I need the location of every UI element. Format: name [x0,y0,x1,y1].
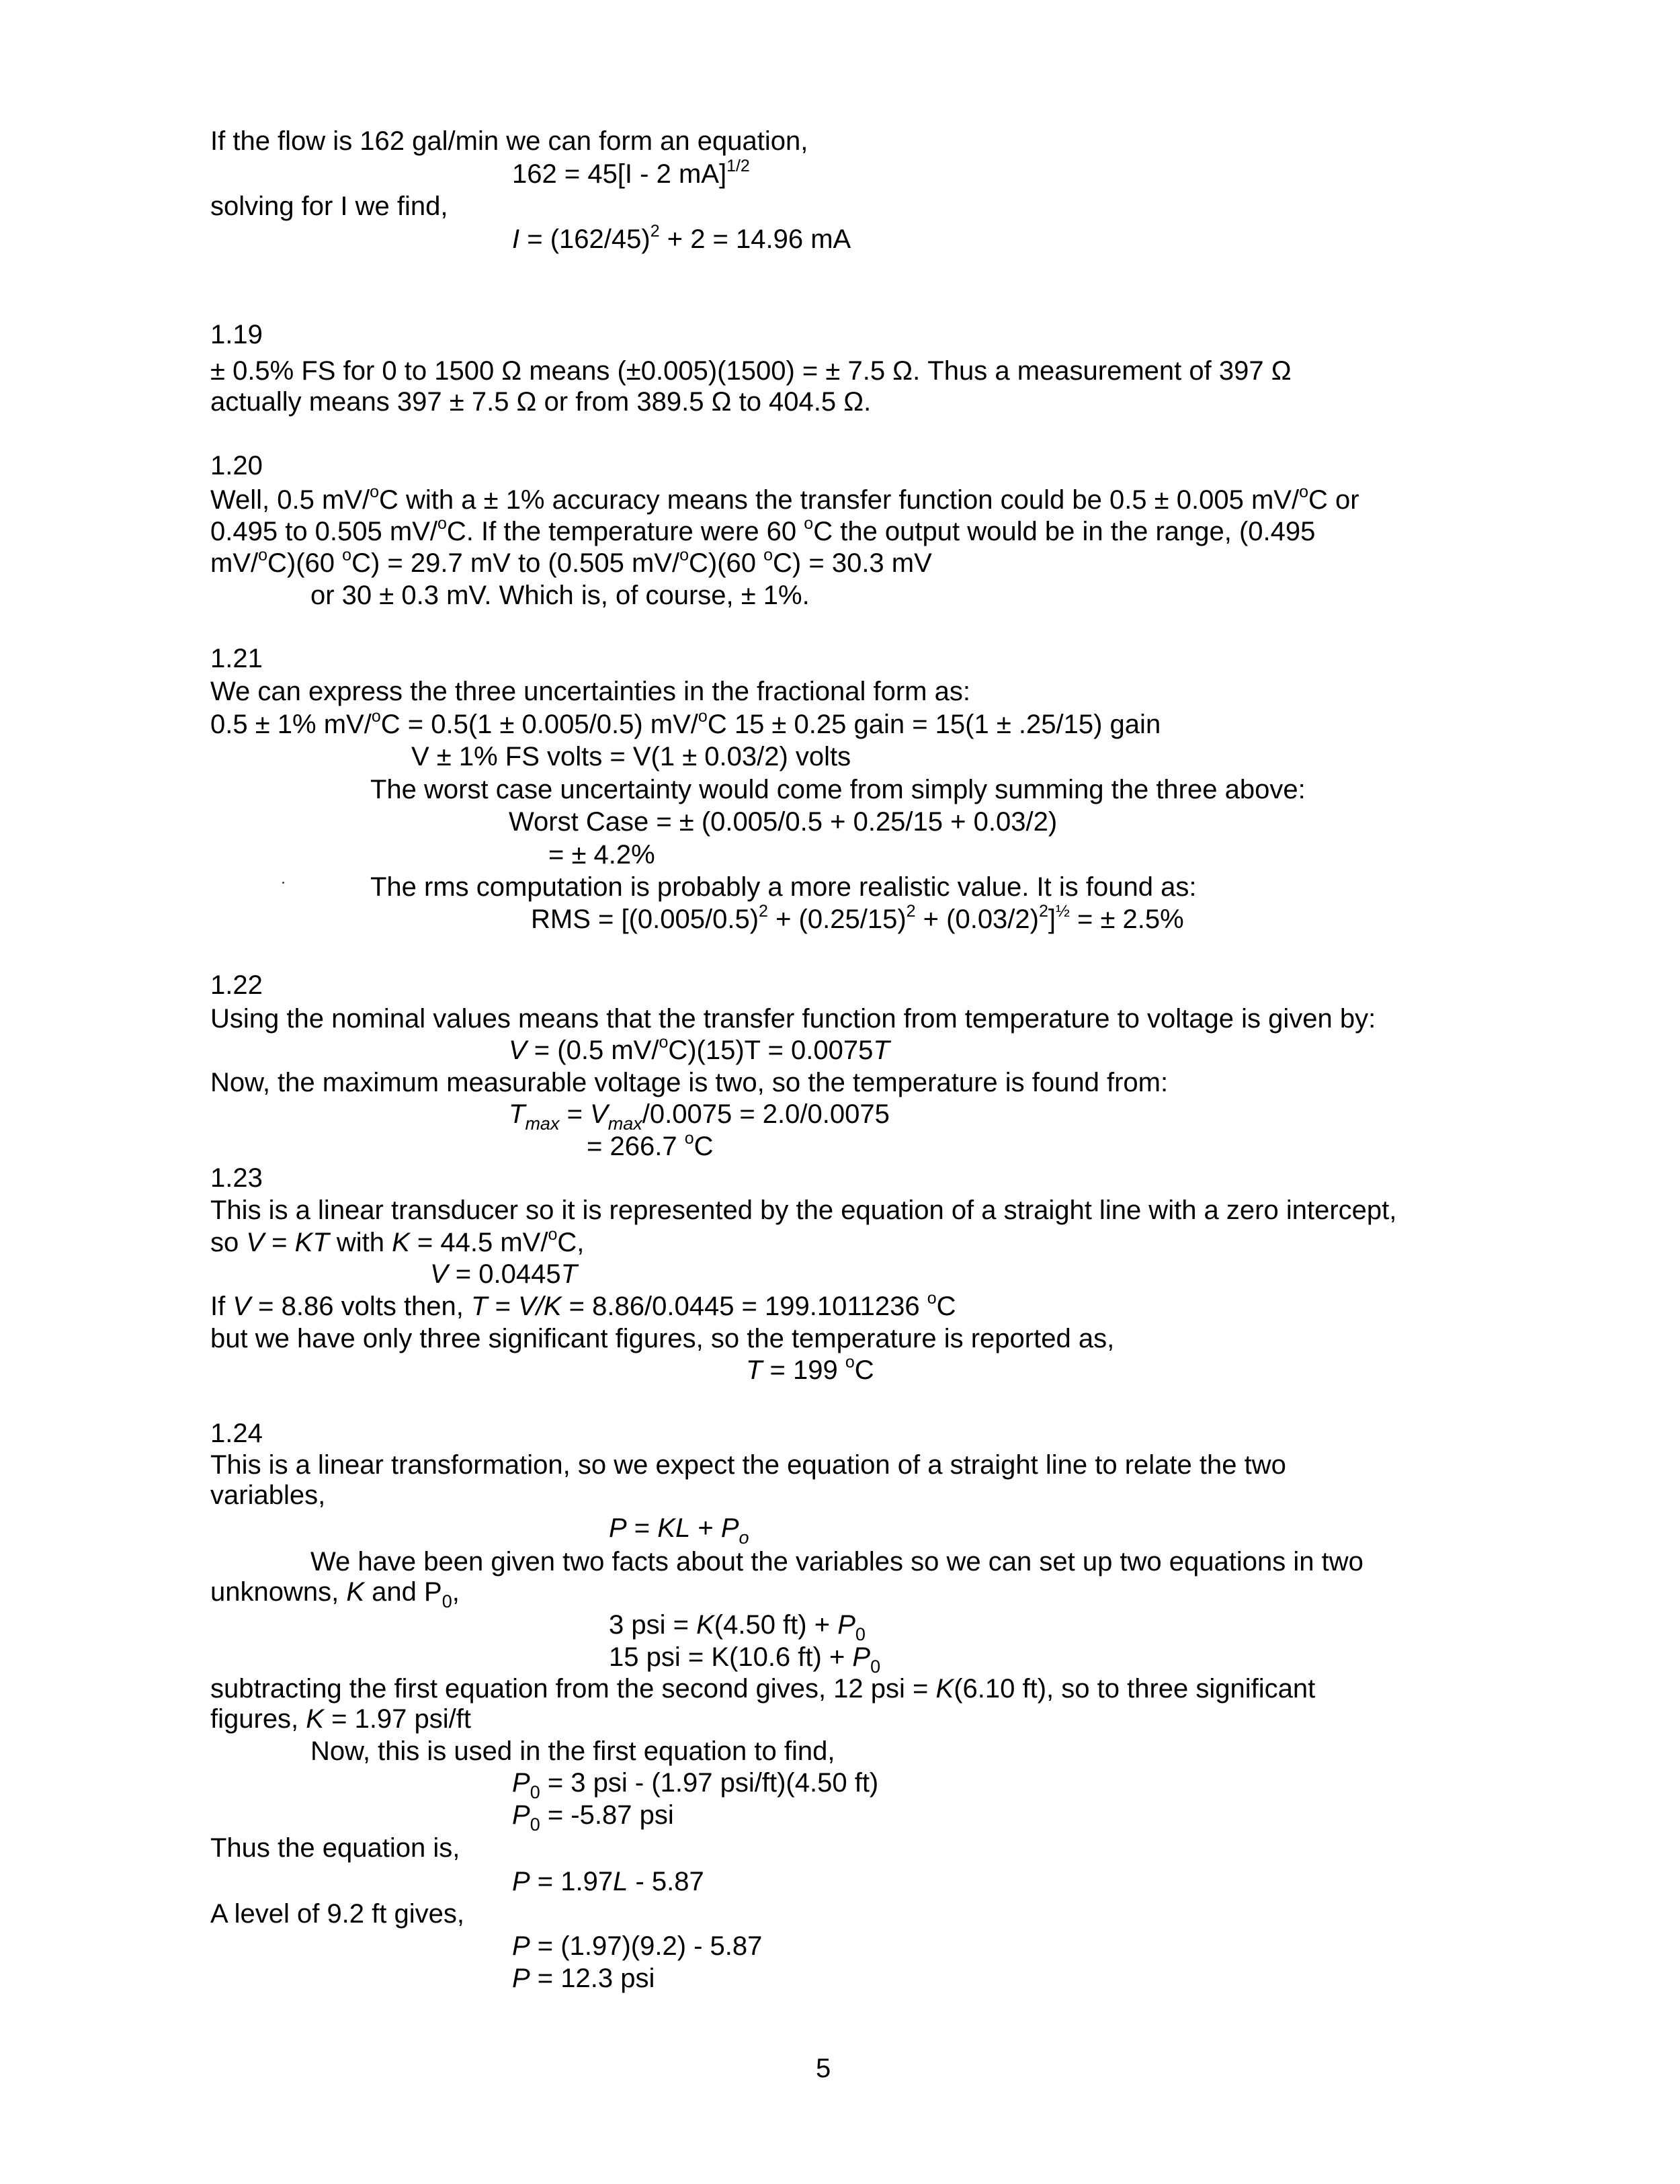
problem-1-24-line: variables, [210,1480,326,1510]
equation-rms: RMS = $[(0.005/0.5)^2 + (0.25/15)^2 + (0.03/2)^2]^{\frac{1}{2}}$ = ± 2.5% [531,902,1184,934]
problem-number-1-22: 1.22 [210,970,263,1000]
equation-linear: P = KL + $P_o$ [609,1513,749,1548]
problem-1-22-line: Using the nominal values means that the transfer function from temperature to voltage is given by: [210,1004,1376,1034]
equation-worst-case-result: = ± 4.2% [548,840,655,870]
equation-current: $I = (162/45)^2 + 2 = 14.96$ mA [512,222,851,254]
equation-level-result: P = 12.3 psi [512,1964,655,1993]
problem-number-1-21: 1.21 [210,644,263,673]
problem-1-24-line: Now, this is used in the first equation to find, [310,1736,835,1766]
problem-1-24-line: Thus the equation is, [210,1833,460,1863]
equation-p0: $P_0 = 3$ psi - (1.97 psi/ft)(4.50 ft) [512,1768,879,1802]
problem-number-1-20: 1.20 [210,451,263,480]
problem-1-24-line: A level of 9.2 ft gives, [210,1899,464,1929]
problem-1-20-line: 0.495 to 0.505 mV/$^o$C. If the temperature were 60 $^o$C the output would be in the range, (0.495 [210,514,1316,546]
intro-solve-line: solving for I we find, [210,192,448,221]
problem-1-24-line: This is a linear transformation, so we expect the equation of a straight line to relate the two [210,1450,1286,1480]
problem-1-21-line: The worst case uncertainty would come from simply summing the three above: [370,775,1306,804]
problem-1-22-line: Now, the maximum measurable voltage is two, so the temperature is found from: [210,1068,1169,1097]
problem-1-24-line: subtracting the first equation from the second gives, 12 psi = K(6.10 ft), so to three significant [210,1674,1316,1704]
equation-tmax-result: = 266.7 $^o$C [587,1129,714,1161]
problem-1-23-line: so V = KT with K = 44.5 mV/$^o$C, [210,1225,585,1257]
problem-1-20-line: or 30 ± 0.3 mV. Which is, of course, ± 1%. [310,581,810,610]
equation-fact-1: 3 psi = K(4.50 $ft) + P_0$ [609,1610,866,1644]
equation-flow: 162 = 45[I - 2 mA]$^{1/2}$ [512,157,750,189]
problem-1-21-line: V ± 1% FS volts = V(1 ± 0.03/2) volts [411,742,851,771]
equation-fact-2: 15 psi = K(10.6 $ft) + P_0$ [609,1642,881,1677]
equation-t-result: T = 199 $^o$C [746,1353,874,1385]
problem-1-24-line: unknowns, K and $P_0$, [210,1577,460,1611]
problem-1-21-line: We can express the three uncertainties in the fractional form as: [210,677,970,706]
equation-worst-case: Worst Case = ± (0.005/0.5 + 0.25/15 + 0.03/2) [509,807,1058,837]
stray-dot [282,882,284,884]
equation-final: P = 1.97L - 5.87 [512,1867,704,1896]
problem-1-24-line: We have been given two facts about the variables so we can set up two equations in two [310,1547,1363,1577]
problem-1-23-line: This is a linear transducer so it is represented by the equation of a straight line with a zero intercept, [210,1195,1397,1225]
equation-transfer: V = (0.5 mV/$^o$C)(15)T = 0.0075T [509,1033,890,1065]
equation-tmax: $T_{max} = V_{max}/0.0075 = 2.0/0.0075$ [509,1099,890,1134]
problem-1-20-line: mV/$^o$C)(60 $^o$C) = 29.7 mV to (0.505 mV/$^o$C)(60 $^o$C) = 30.3 mV [210,546,932,578]
equation-level: P = (1.97)(9.2) - 5.87 [512,1931,763,1961]
problem-1-21-line: 0.5 ± 1% mV/$^o$C = 0.5(1 ± 0.005/0.5) mV/$^o$C 15 ± 0.25 gain = 15(1 ± .25/15) gain [210,707,1161,739]
equation-v-kt: V = 0.0445T [430,1259,578,1289]
problem-1-23-line: but we have only three significant figures, so the temperature is reported as, [210,1324,1115,1353]
problem-number-1-24: 1.24 [210,1419,263,1448]
page-number: 5 [816,2054,831,2083]
problem-1-23-line: If V = 8.86 volts then, T = V/K = 8.86/0.0445 = 199.1011236 $^o$C [210,1289,956,1321]
problem-number-1-23: 1.23 [210,1163,263,1193]
problem-1-19-line: ± 0.5% FS for 0 to 1500 Ω means (±0.005)(1500) = ± 7.5 Ω. Thus a measurement of 397 Ω [210,356,1292,386]
intro-flow-line: If the flow is 162 gal/min we can form an equation, [210,126,808,156]
problem-1-19-line: actually means 397 ± 7.5 Ω or from 389.5 Ω to 404.5 Ω. [210,387,872,417]
equation-p0-result: $P_0 = -5.87$ psi [512,1800,674,1835]
problem-1-21-line: The rms computation is probably a more realistic value. It is found as: [370,872,1197,902]
problem-number-1-19: 1.19 [210,320,263,349]
problem-1-24-line: figures, K = 1.97 psi/ft [210,1704,472,1734]
problem-1-20-line: Well, 0.5 mV/$^o$C with a ± 1% accuracy means the transfer function could be 0.5 ± 0.005 mV/$^o$C or [210,482,1359,515]
